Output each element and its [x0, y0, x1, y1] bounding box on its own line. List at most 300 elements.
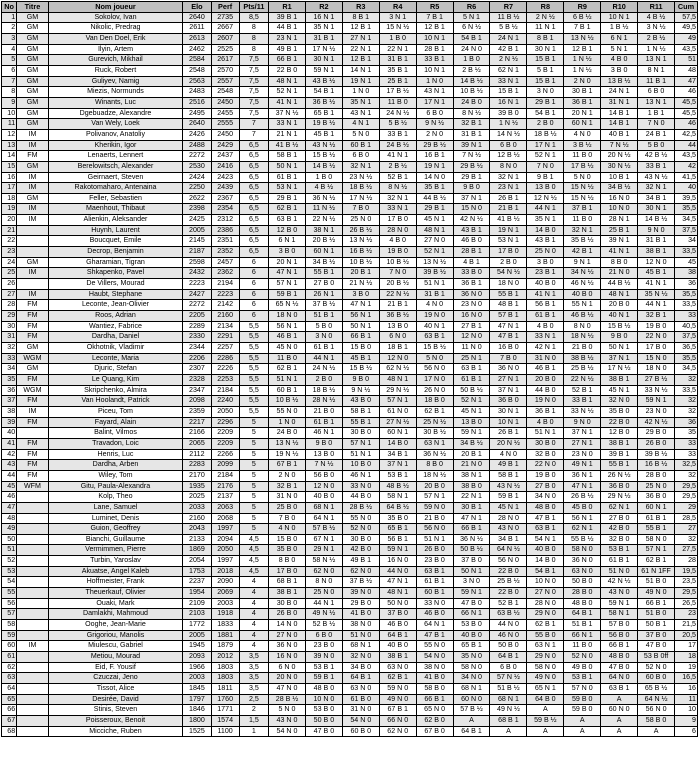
- cell-r2: 53 B 1: [305, 662, 342, 673]
- cell-r1: 47 N 1: [269, 268, 306, 279]
- cell-r9: 7 B 1: [564, 23, 601, 34]
- cell-no: 59: [2, 630, 17, 641]
- cell-r3: 66 B 1: [342, 332, 379, 343]
- cell-player-name: Fayard, Alain: [48, 417, 183, 428]
- cell-player-name: Van Den Doel, Erik: [48, 33, 183, 44]
- cell-r11: 4 B ½: [638, 12, 675, 23]
- cell-title: GM: [17, 161, 48, 172]
- cell-player-name: Djuric, Stefan: [48, 364, 183, 375]
- table-row: [2, 524, 698, 535]
- cell-r10: 5 N 1: [601, 44, 638, 55]
- cell-player-name: Piceu, Tom: [48, 406, 183, 417]
- cell-no: 65: [2, 694, 17, 705]
- cell-r1: 46 B 1: [269, 332, 306, 343]
- cell-no: 26: [2, 279, 17, 290]
- cell-r10: 53 B 1: [601, 545, 638, 556]
- cell-r8: 20 B 0: [527, 374, 564, 385]
- cell-r8: 14 B 0: [527, 556, 564, 567]
- cell-r10: 39 N 1: [601, 236, 638, 247]
- cell-r9: 52 B 1: [564, 385, 601, 396]
- cell-title: [17, 566, 48, 577]
- cell-points: 3,5: [239, 673, 268, 684]
- cell-player-name: Damlakhi, Mahmoud: [48, 609, 183, 620]
- cell-r9: 64 B 1: [564, 609, 601, 620]
- cell-r11: 32 N 1: [638, 183, 675, 194]
- cell-elo: 2217: [183, 417, 211, 428]
- cell-r11: 25 N 0: [638, 481, 675, 492]
- cell-cum: 27: [675, 524, 698, 535]
- cell-cum: 32: [675, 396, 698, 407]
- table-row: [2, 556, 698, 567]
- cell-r2: 22 N ½: [305, 215, 342, 226]
- cell-r11: 13 N 1: [638, 55, 675, 66]
- cell-points: 4,5: [239, 566, 268, 577]
- cell-r2: 44 N 1: [305, 598, 342, 609]
- cell-r9: 25 B ½: [564, 364, 601, 375]
- cell-title: GM: [17, 23, 48, 34]
- cell-player-name: Dardha, Daniel: [48, 332, 183, 343]
- cell-r1: 6 N 0: [269, 662, 306, 673]
- cell-r10: 55 B 1: [601, 460, 638, 471]
- cell-player-name: Miezis, Normunds: [48, 87, 183, 98]
- cell-r6: 34 N 0: [453, 673, 490, 684]
- cell-r11: 2 B ½: [638, 33, 675, 44]
- cell-cum: 18: [675, 652, 698, 663]
- cell-cum: 32: [675, 534, 698, 545]
- cell-perf: 2134: [211, 321, 239, 332]
- cell-r11: 26 B 0: [638, 438, 675, 449]
- cell-perf: 1811: [211, 684, 239, 695]
- cell-r5: 59 N 0: [416, 502, 453, 513]
- cell-title: WGM: [17, 385, 48, 396]
- cell-r2: 67 N 1: [305, 534, 342, 545]
- cell-points: 6,5: [239, 183, 268, 194]
- cell-elo: 2272: [183, 300, 211, 311]
- cell-r5: 58 B 0: [416, 684, 453, 695]
- cell-r3: 22 N 1: [342, 44, 379, 55]
- cell-player-name: Guion, Geoffrey: [48, 524, 183, 535]
- cell-r6: 24 B 0: [453, 97, 490, 108]
- cell-elo: 2344: [183, 343, 211, 354]
- cell-r2: 61 B 1: [305, 417, 342, 428]
- cell-r9: 60 N 1: [564, 119, 601, 130]
- cell-r3: 15 B ½: [342, 364, 379, 375]
- cell-r1: 58 B 1: [269, 151, 306, 162]
- cell-r6: 16 N 0: [453, 311, 490, 322]
- cell-title: [17, 726, 48, 737]
- cell-r5: 60 B 1: [416, 588, 453, 599]
- cell-perf: 2351: [211, 236, 239, 247]
- cell-r11: 42 B ½: [638, 151, 675, 162]
- cell-r4: 24 B ½: [379, 140, 416, 151]
- table-row: [2, 300, 698, 311]
- cell-no: 2: [2, 23, 17, 34]
- cell-r9: 17 B ½: [564, 161, 601, 172]
- cell-perf: 2607: [211, 33, 239, 44]
- cell-r11: 39 B ½: [638, 449, 675, 460]
- cell-r9: 21 B 0: [564, 343, 601, 354]
- cell-r3: 29 B 0: [342, 598, 379, 609]
- cell-r6: 36 B 1: [453, 279, 490, 290]
- cell-player-name: Ruck, Robert: [48, 65, 183, 76]
- cell-r9: 11 B 0: [564, 151, 601, 162]
- cell-r6: 40 B 0: [453, 630, 490, 641]
- table-row: [2, 715, 698, 726]
- cell-player-name: Eid, F. Yousif: [48, 662, 183, 673]
- cell-r9: 33 B 1: [564, 396, 601, 407]
- cell-points: 6,5: [239, 215, 268, 226]
- cell-r11: 16 B ½: [638, 460, 675, 471]
- cell-r7: 2 N ½: [490, 55, 527, 66]
- cell-elo: 2613: [183, 33, 211, 44]
- cell-r6: 65 B 1: [453, 641, 490, 652]
- cell-r2: 56 B 0: [305, 470, 342, 481]
- table-row: [2, 183, 698, 194]
- cell-perf: 1100: [211, 726, 239, 737]
- cell-points: 5: [239, 438, 268, 449]
- cell-r8: 62 B 1: [527, 620, 564, 631]
- cell-no: 41: [2, 438, 17, 449]
- cell-r1: 60 B 1: [269, 385, 306, 396]
- cell-r3: 6 B 0: [342, 151, 379, 162]
- cell-points: 6,5: [239, 172, 268, 183]
- cell-r6: 59 N 1: [453, 588, 490, 599]
- cell-r6: 29 B ½: [453, 161, 490, 172]
- cell-r1: 1 N 0: [269, 417, 306, 428]
- cell-r5: 40 N 1: [416, 321, 453, 332]
- cell-perf: 2367: [211, 193, 239, 204]
- cell-r6: 3 N 0: [453, 577, 490, 588]
- cell-r8: 54 B 1: [527, 108, 564, 119]
- cell-r5: 29 B ½: [416, 140, 453, 151]
- cell-perf: 2018: [211, 566, 239, 577]
- cell-r5: 28 B 1: [416, 44, 453, 55]
- cell-r10: A: [601, 726, 638, 737]
- cell-title: [17, 705, 48, 716]
- cell-r7: 32 N 1: [490, 172, 527, 183]
- cell-title: WFM: [17, 481, 48, 492]
- cell-points: 4: [239, 620, 268, 631]
- cell-player-name: Ooghe, Jean-Marie: [48, 620, 183, 631]
- cell-perf: 2416: [211, 161, 239, 172]
- cell-r7: 15 B 1: [490, 87, 527, 98]
- cell-r2: 34 B ½: [305, 257, 342, 268]
- header-player-name: Nom joueur: [48, 2, 183, 13]
- cell-r4: 14 B 0: [379, 438, 416, 449]
- cell-r7: 1 N ½: [490, 119, 527, 130]
- cell-perf: 2555: [211, 119, 239, 130]
- cell-r4: 33 N 1: [379, 204, 416, 215]
- cell-r5: 35 B 1: [416, 183, 453, 194]
- cell-r6: 15 N 0: [453, 204, 490, 215]
- cell-r10: 34 B ½: [601, 183, 638, 194]
- cell-points: 5: [239, 470, 268, 481]
- cell-r7: 34 B 1: [490, 534, 527, 545]
- cell-player-name: Dgebuadze, Alexandre: [48, 108, 183, 119]
- cell-points: 5,5: [239, 343, 268, 354]
- cell-r6: 66 N 1: [453, 609, 490, 620]
- cell-r6: 4 B 1: [453, 257, 490, 268]
- cell-no: 48: [2, 513, 17, 524]
- table-row: [2, 332, 698, 343]
- cell-no: 30: [2, 321, 17, 332]
- cell-title: [17, 588, 48, 599]
- cell-r2: 40 B 0: [305, 492, 342, 503]
- cell-title: IM: [17, 172, 48, 183]
- header-points: Pts/11: [239, 2, 268, 13]
- cell-perf: 2257: [211, 343, 239, 354]
- table-row: [2, 652, 698, 663]
- cell-r4: 22 N ½: [379, 289, 416, 300]
- cell-r5: 19 N 0: [416, 311, 453, 322]
- header-row: [2, 2, 698, 13]
- cell-r8: 63 B 1: [527, 524, 564, 535]
- cell-perf: 1881: [211, 630, 239, 641]
- cell-perf: 2291: [211, 332, 239, 343]
- cell-r10: 1 B ½: [601, 23, 638, 34]
- cell-title: [17, 545, 48, 556]
- cell-r7: 41 B ½: [490, 215, 527, 226]
- cell-r11: 31 B 1: [638, 236, 675, 247]
- cell-r11: 60 B 0: [638, 673, 675, 684]
- cell-r8: 29 N 0: [527, 652, 564, 663]
- cell-player-name: Geirnaert, Steven: [48, 172, 183, 183]
- cell-no: 3: [2, 33, 17, 44]
- cell-r7: 27 N 1: [490, 374, 527, 385]
- cell-r9: 3 B ½: [564, 140, 601, 151]
- cell-r6: 37 B 0: [453, 556, 490, 567]
- cell-r3: 28 B ½: [342, 502, 379, 513]
- cell-r9: 37 N 1: [564, 428, 601, 439]
- cell-r7: A: [490, 726, 527, 737]
- cell-perf: 2617: [211, 55, 239, 66]
- cell-cum: 38: [675, 268, 698, 279]
- cell-r3: 30 B 0: [342, 534, 379, 545]
- cell-elo: 2223: [183, 279, 211, 290]
- cell-r9: 6 B ½: [564, 12, 601, 23]
- cell-r4: 10 B ½: [379, 257, 416, 268]
- cell-r11: 34 B 1: [638, 193, 675, 204]
- cell-r1: 53 N 1: [269, 183, 306, 194]
- cell-r4: 5 B ½: [379, 119, 416, 130]
- cell-r1: 17 B 0: [269, 566, 306, 577]
- cell-r9: 2 N 0: [564, 76, 601, 87]
- cell-perf: 2286: [211, 353, 239, 364]
- cell-r10: 14 B 1: [601, 119, 638, 130]
- cell-r7: 36 B 0: [490, 396, 527, 407]
- cell-elo: 2483: [183, 87, 211, 98]
- cell-no: 46: [2, 492, 17, 503]
- cell-r3: 14 N 1: [342, 65, 379, 76]
- cell-r11: 66 B 1: [638, 598, 675, 609]
- table-row: [2, 385, 698, 396]
- cell-elo: 2033: [183, 502, 211, 513]
- cell-r2: 59 N 1: [305, 65, 342, 76]
- cell-player-name: Roos, Adrian: [48, 311, 183, 322]
- table-row: [2, 225, 698, 236]
- cell-cum: 34,5: [675, 364, 698, 375]
- cell-r5: 41 B 0: [416, 673, 453, 684]
- cell-r8: 22 N 0: [527, 460, 564, 471]
- cell-r6: 57 B ½: [453, 705, 490, 716]
- cell-r4: 4 B 0: [379, 236, 416, 247]
- table-row: [2, 577, 698, 588]
- cell-no: 34: [2, 364, 17, 375]
- cell-points: 5,5: [239, 332, 268, 343]
- cell-cum: 32,5: [675, 460, 698, 471]
- cell-r3: 55 N 0: [342, 513, 379, 524]
- cell-title: FM: [17, 396, 48, 407]
- cell-points: 4: [239, 641, 268, 652]
- cell-r5: 4 N 0: [416, 300, 453, 311]
- header-r1: R1: [269, 2, 306, 13]
- cell-perf: 2069: [211, 588, 239, 599]
- cell-r9: 49 N 1: [564, 460, 601, 471]
- cell-r1: 32 B 1: [269, 481, 306, 492]
- cell-r11: 38 B 1: [638, 247, 675, 258]
- cell-title: [17, 534, 48, 545]
- cell-r7: 6 B 0: [490, 662, 527, 673]
- cell-r7: 55 B 1: [490, 289, 527, 300]
- cell-r10: 42 B 0: [601, 524, 638, 535]
- cell-no: 49: [2, 524, 17, 535]
- cell-r7: 26 B 1: [490, 193, 527, 204]
- cell-r8: 2 N ½: [527, 12, 564, 23]
- cell-r11: 23 N 0: [638, 406, 675, 417]
- cell-r9: 15 N ½: [564, 193, 601, 204]
- cell-r2: 12 N 0: [305, 481, 342, 492]
- cell-r7: 33 N 1: [490, 76, 527, 87]
- cell-player-name: Bianchi, Guillaume: [48, 534, 183, 545]
- cell-player-name: Metiou, Mourad: [48, 652, 183, 663]
- cell-r3: 18 B ½: [342, 183, 379, 194]
- cell-r7: 28 N 0: [490, 513, 527, 524]
- cell-r1: 10 B ½: [269, 396, 306, 407]
- cell-r10: A: [601, 715, 638, 726]
- cell-no: 12: [2, 129, 17, 140]
- cell-r5: 48 N 1: [416, 225, 453, 236]
- cell-elo: 1772: [183, 620, 211, 631]
- cell-r1: 39 B 1: [269, 12, 306, 23]
- cell-r2: 68 N 1: [305, 502, 342, 513]
- cell-r10: 57 B 0: [601, 620, 638, 631]
- cell-title: FM: [17, 311, 48, 322]
- cell-r11: 37 B 0: [638, 630, 675, 641]
- cell-r10: 44 B ½: [601, 279, 638, 290]
- cell-r10: 48 N 1: [601, 289, 638, 300]
- cell-title: GM: [17, 44, 48, 55]
- cell-player-name: Miulescu, Gabriel: [48, 641, 183, 652]
- cell-r11: 15 N 0: [638, 353, 675, 364]
- cell-title: IM: [17, 140, 48, 151]
- cell-cum: 34,5: [675, 215, 698, 226]
- cell-no: 6: [2, 65, 17, 76]
- cell-cum: 33,5: [675, 300, 698, 311]
- header-no: No: [2, 2, 17, 13]
- cell-r8: 4 B 0: [527, 321, 564, 332]
- cell-r1: 35 B 0: [269, 545, 306, 556]
- cell-r1: 47 N 0: [269, 684, 306, 695]
- cell-title: [17, 673, 48, 684]
- cell-elo: 2622: [183, 193, 211, 204]
- cell-perf: 2184: [211, 470, 239, 481]
- cell-r6: 36 N 0: [453, 289, 490, 300]
- cell-r7: 5 B ½: [490, 23, 527, 34]
- cell-r2: 43 N ½: [305, 140, 342, 151]
- cell-r9: 34 N ½: [564, 268, 601, 279]
- cell-elo: 2098: [183, 396, 211, 407]
- cell-points: 5,5: [239, 406, 268, 417]
- cell-title: GM: [17, 193, 48, 204]
- cell-cum: 46: [675, 87, 698, 98]
- cell-r5: 56 N 0: [416, 364, 453, 375]
- cell-cum: 10: [675, 705, 698, 716]
- cell-perf: 2137: [211, 492, 239, 503]
- cell-cum: 23,5: [675, 577, 698, 588]
- table-row: [2, 406, 698, 417]
- cell-r6: 23 N 0: [453, 300, 490, 311]
- cell-r4: 66 N 0: [379, 715, 416, 726]
- cell-r8: 35 N 1: [527, 215, 564, 226]
- cell-r2: 6 B 0: [305, 630, 342, 641]
- cell-perf: 2570: [211, 65, 239, 76]
- cell-r4: 36 B ½: [379, 311, 416, 322]
- cell-r7: 18 N 0: [490, 279, 527, 290]
- cell-cum: 32: [675, 406, 698, 417]
- cell-r5: 57 N 1: [416, 492, 453, 503]
- cell-r10: 66 B 1: [601, 641, 638, 652]
- cell-player-name: Kherikin, Igor: [48, 140, 183, 151]
- cell-r2: 61 B 1: [305, 343, 342, 354]
- cell-r11: 33 B 1: [638, 161, 675, 172]
- cell-r4: 63 N 0: [379, 662, 416, 673]
- cell-points: 5: [239, 449, 268, 460]
- table-row: [2, 151, 698, 162]
- cell-r9: 26 B ½: [564, 492, 601, 503]
- cell-elo: 2330: [183, 332, 211, 343]
- table-row: [2, 343, 698, 354]
- cell-r5: 62 B 1: [416, 406, 453, 417]
- cell-r4: 67 B 1: [379, 705, 416, 716]
- cell-r2: 44 N 1: [305, 353, 342, 364]
- cell-points: 5,5: [239, 385, 268, 396]
- cell-r3: 7 B 0: [342, 204, 379, 215]
- cell-r6: 63 B 1: [453, 364, 490, 375]
- cell-no: 52: [2, 556, 17, 567]
- cell-cum: 40: [675, 183, 698, 194]
- cell-cum: 35: [675, 428, 698, 439]
- cell-r5: 44 B ½: [416, 193, 453, 204]
- table-row: [2, 76, 698, 87]
- cell-r9: 59 B 0: [564, 694, 601, 705]
- cell-r11: 42 N ½: [638, 417, 675, 428]
- cell-no: 56: [2, 598, 17, 609]
- cell-title: IM: [17, 406, 48, 417]
- cell-no: 29: [2, 311, 17, 322]
- cell-cum: 43,5: [675, 151, 698, 162]
- table-row: [2, 609, 698, 620]
- cell-title: [17, 652, 48, 663]
- cell-points: 3,5: [239, 662, 268, 673]
- cell-r5: 13 N ½: [416, 257, 453, 268]
- cell-r10: 21 N 0: [601, 268, 638, 279]
- table-row: [2, 620, 698, 631]
- cell-r9: 13 N ½: [564, 33, 601, 44]
- cell-r4: 19 B 0: [379, 247, 416, 258]
- cell-title: [17, 577, 48, 588]
- cell-r5: 17 N 0: [416, 374, 453, 385]
- cell-r3: 63 N 0: [342, 684, 379, 695]
